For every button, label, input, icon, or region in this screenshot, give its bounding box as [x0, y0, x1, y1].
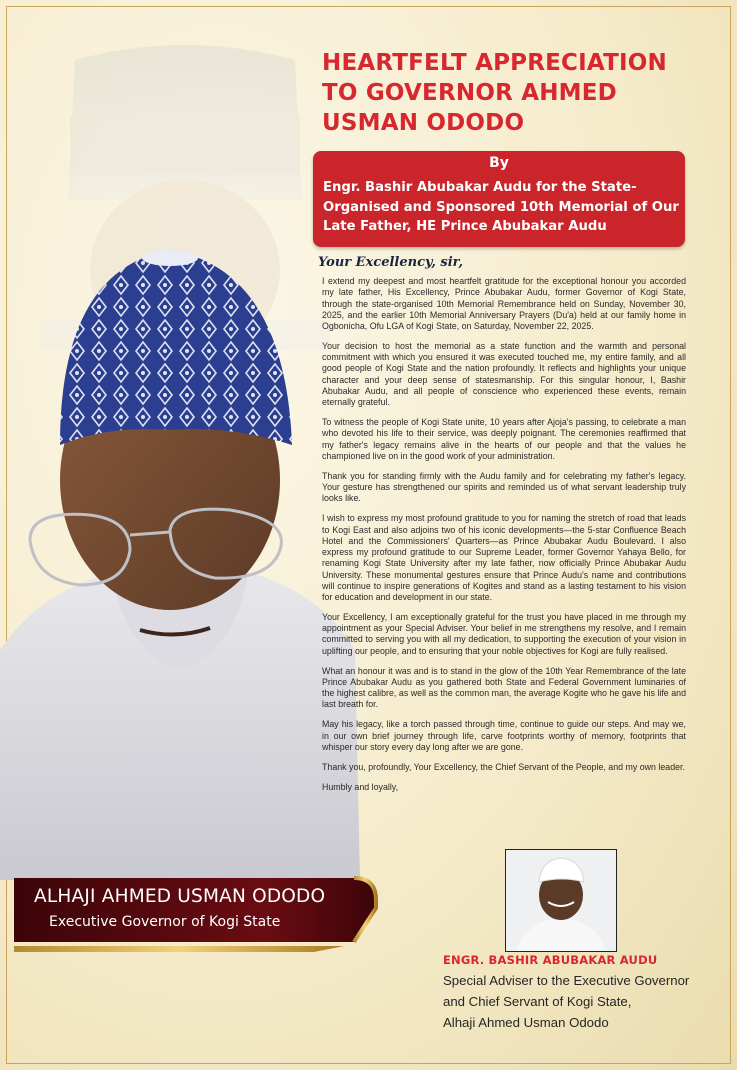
letter-paragraph: Thank you, profoundly, Your Excellency, the Chief Servant of the People, and my own leader. [322, 761, 685, 772]
author-role-line: and Chief Servant of Kogi State, [443, 994, 632, 1009]
headline-line-1: HEARTFELT APPRECIATION [322, 50, 667, 76]
byline-box [313, 151, 685, 247]
governor-portrait [0, 230, 360, 880]
letter-paragraph: Your Excellency, I am exceptionally grateful for the trust you have placed in me through my appointment as your Special Adviser. Your belief in me strengthens my resolve, and I remain committed to serving you with all my dedication, to supporting the execution of your vision in uplifting our people, and to ensuring that your noble objectives for Kogi are fully realised. [322, 611, 686, 656]
author-name: ENGR. BASHIR ABUBAKAR AUDU [443, 953, 658, 967]
byline-text: Engr. Bashir Abubakar Audu for the State-Organised and Sponsored 10th Memorial of Our Late Father, HE Prince Abubakar Audu [323, 180, 679, 234]
author-role-line: Alhaji Ahmed Usman Ododo [443, 1015, 609, 1030]
letter-paragraph: I extend my deepest and most heartfelt gratitude for the exceptional honour you accorded my late father, His Excellency, Prince Abubakar Audu, former Governor of Kogi State, through the state-organised 10th Memorial Remembrance held on Sunday, November 30, 2025, and the earlier 10th Memorial Anniversary Prayers (Du'a) held at our family home in Ogbonicha, Ofu LGA of Kogi State, on Saturday, November 22, 2025. [322, 276, 686, 331]
letter-paragraph: I wish to express my most profound gratitude to you for naming the stretch of road that leads to Kogi East and also adjoins two of his iconic developments—the 5-star Confluence Beach Hotel and the Commissioners' Quarters—as Prince Abubakar Audu Boulevard. I also express my profound gratitude to our Supreme Leader, former Governor Yahaya Bello, for renaming Kogi State University after my late father, now officially Prince Abubakar Audu University. These monumental gestures ensure that Prince Audu's name and contributions will continue to inspire generations of Kogites and stand as a lasting testament to his vision for education and development in our state. [322, 513, 686, 602]
byline-label: By [489, 155, 509, 171]
letter-body [322, 276, 686, 802]
author-role [443, 970, 733, 1033]
letter-salutation: Your Excellency, sir, [318, 255, 464, 270]
author-photo-image [506, 850, 616, 951]
author-role-line: Special Adviser to the Executive Governor [443, 973, 690, 988]
letter-paragraph: Thank you for standing firmly with the Audu family and for celebrating my father's legacy. Your gesture has strengthened our spirits and reminded us of what servant leadership truly looks like. [322, 470, 686, 504]
governor-name: ALHAJI AHMED USMAN ODODO [34, 886, 326, 907]
letter-paragraph: To witness the people of Kogi State unite, 10 years after Ajoja's passing, to celebrate a man who devoted his life to their service, was deeply poignant. The ceremonies reaffirmed that my father's legacy remains alive in the hearts of our people and that the values he championed live on in the good work of your administration. [322, 417, 686, 461]
letter-paragraph: May his legacy, like a torch passed through time, continue to guide our steps. And may we, in our own brief journey through life, carve footprints worthy of memory, footprints that whisper our story every day long after we are gone. [322, 719, 686, 752]
headline [322, 48, 722, 138]
headline-line-3: USMAN ODODO [322, 110, 525, 136]
governor-title: Executive Governor of Kogi State [49, 914, 281, 930]
letter-signoff: Humbly and loyally, [322, 781, 399, 792]
letter-paragraph: Your decision to host the memorial as a state function and the warmth and personal commitment with which you ensured it was executed touched me, my entire family, and all good people of Kogi State and the nation profoundly. It reflects and highlights your unique character and your deep sense of statesmanship. For this singular honour, I, Bashir Abubakar Audu, and all people of conscience who experienced these events, remain eternally grateful. [322, 340, 686, 408]
letter-paragraph: What an honour it was and is to stand in the glow of the 10th Year Remembrance of the late Prince Abubakar Audu as you gathered both State and Federal Government luminaries of the highest calibre, as well as the common man, the average Kogite who he gave his life and last breath for. [322, 665, 686, 710]
author-photo [505, 849, 617, 952]
headline-line-2: TO GOVERNOR AHMED [322, 80, 617, 106]
